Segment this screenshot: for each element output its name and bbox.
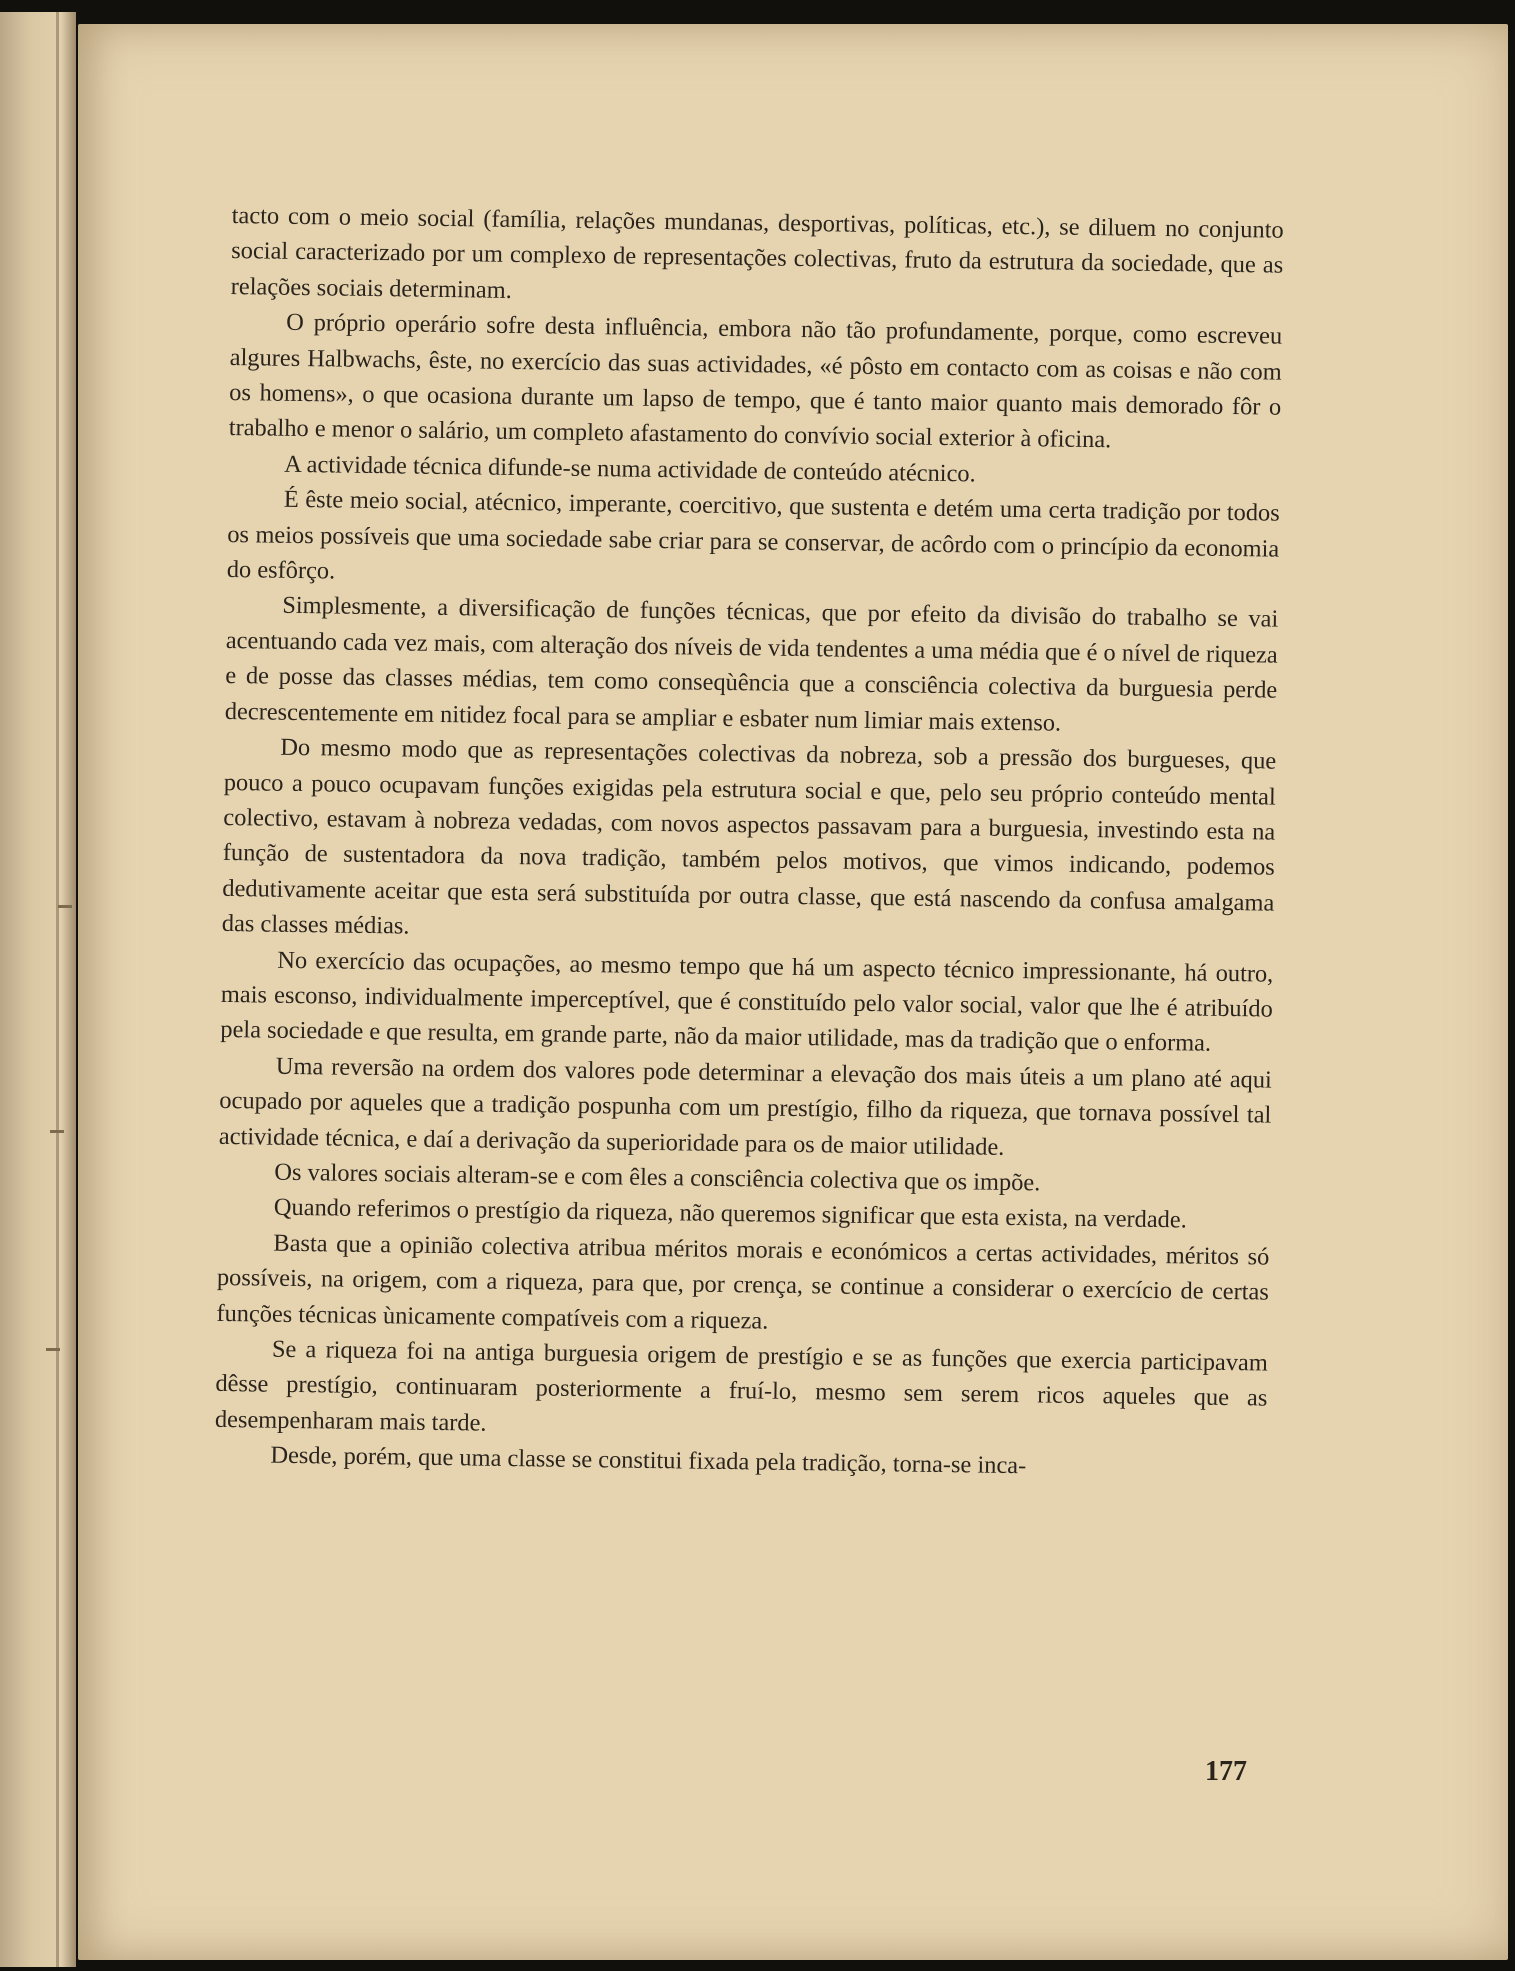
page-number: 177 — [1205, 1756, 1247, 1787]
page-gutter — [56, 12, 59, 1967]
paragraph: Do mesmo modo que as representações colectivas da nobreza, sob a pressão dos burgueses, que pouco a pouco ocupavam funções exigidas pela estrutura social e que, pelo seu próprio conteúdo mental colectivo, estavam à nobreza vedadas, com novos aspectos passavam para a burguesia, investindo esta na função de sustentadora da nova tradição, também pelos motivos, que vimos indicando, podemos dedutivamente aceitar que esta será substituída por outra classe, que está nascendo da confusa amalgama das classes médias. — [221, 733, 1277, 940]
paragraph: Uma reversão na ordem dos valores pode determinar a elevação dos mais úteis a um plano até aqui ocupado por aqueles que a tradição pospunha com um prestígio, filho da riqueza, que tornava possível tal actividade técnica, e daí a derivação da superioridade para os de maior utilidade. — [218, 1052, 1272, 1161]
paragraph: tacto com o meio social (família, relações mundanas, desportivas, políticas, etc.), se diluem no conjunto social caracterizado por um complexo de representações colectivas, fruto da estrutura da sociedade, que as relações sociais determinam. — [230, 201, 1284, 304]
previous-page-edge — [0, 12, 76, 1967]
paragraph: Se a riqueza foi na antiga burguesia origem de prestígio e se as funções que exercia participavam dêsse prestígio, continuaram posteriormente a fruí-lo, mesmo sem serem ricos aqueles que as desempenharam mais tarde. — [214, 1335, 1269, 1437]
paragraph: Os valores sociais alteram-se e com êles a consciência colectiva que os impõe. — [274, 1158, 1041, 1197]
paragraph: Desde, porém, que uma classe se constitui fixada pela tradição, torna-se inca- — [270, 1441, 1027, 1480]
margin-mark — [50, 1130, 64, 1133]
margin-mark — [58, 905, 72, 908]
paragraph: É êste meio social, atécnico, imperante, coercitivo, que sustenta e detém uma certa tradição por todos os meios possíveis que uma sociedade sabe criar para se conservar, de acôrdo com o princípio da economia do esfôrço. — [226, 486, 1280, 585]
paragraph: Quando referimos o prestígio da riqueza, não queremos significar que esta exista, na verdade. — [273, 1194, 1187, 1234]
paragraph: No exercício das ocupações, ao mesmo tempo que há um aspecto técnico impressionante, há outro, mais esconso, individualmente imperceptível, que é constituído pelo valor social, valor que lhe é atribuído pela sociedade e que resulta, em grande parte, não da maior utilidade, mas da tradição que o enforma. — [220, 946, 1274, 1058]
paragraph: A actividade técnica difunde-se numa actividade de conteúdo atécnico. — [284, 450, 976, 488]
body-text — [214, 198, 1284, 1487]
paragraph: O próprio operário sofre desta influência, embora não tão profundamente, porque, como escreveu algures Halbwachs, êste, no exercício das suas actividades, «é pôsto em contacto com as coisas e não com os homens», o que ocasiona durante um lapso de tempo, que é tanto maior quanto mais demorado fôr o trabalho e menor o salário, um completo afastamento do convívio social exterior à oficina. — [228, 308, 1283, 454]
paragraph: Simplesmente, a diversificação de funções técnicas, que por efeito da divisão do trabalho se vai acentuando cada vez mais, com alteração dos níveis de vida tendentes a uma média que é o nível de riqueza e de posse das classes médias, tem como conseqùência que a consciência colectiva da burguesia perde decrescentemente em nitidez focal para se ampliar e esbater num limiar mais extenso. — [224, 592, 1279, 737]
paragraph: Basta que a opinião colectiva atribua méritos morais e económicos a certas actividades, méritos só possíveis, na origem, com a riqueza, para que, por crença, se continue a considerar o exercício de certas funções técnicas ùnicamente compatíveis com a riqueza. — [216, 1229, 1270, 1335]
margin-mark — [46, 1348, 60, 1351]
